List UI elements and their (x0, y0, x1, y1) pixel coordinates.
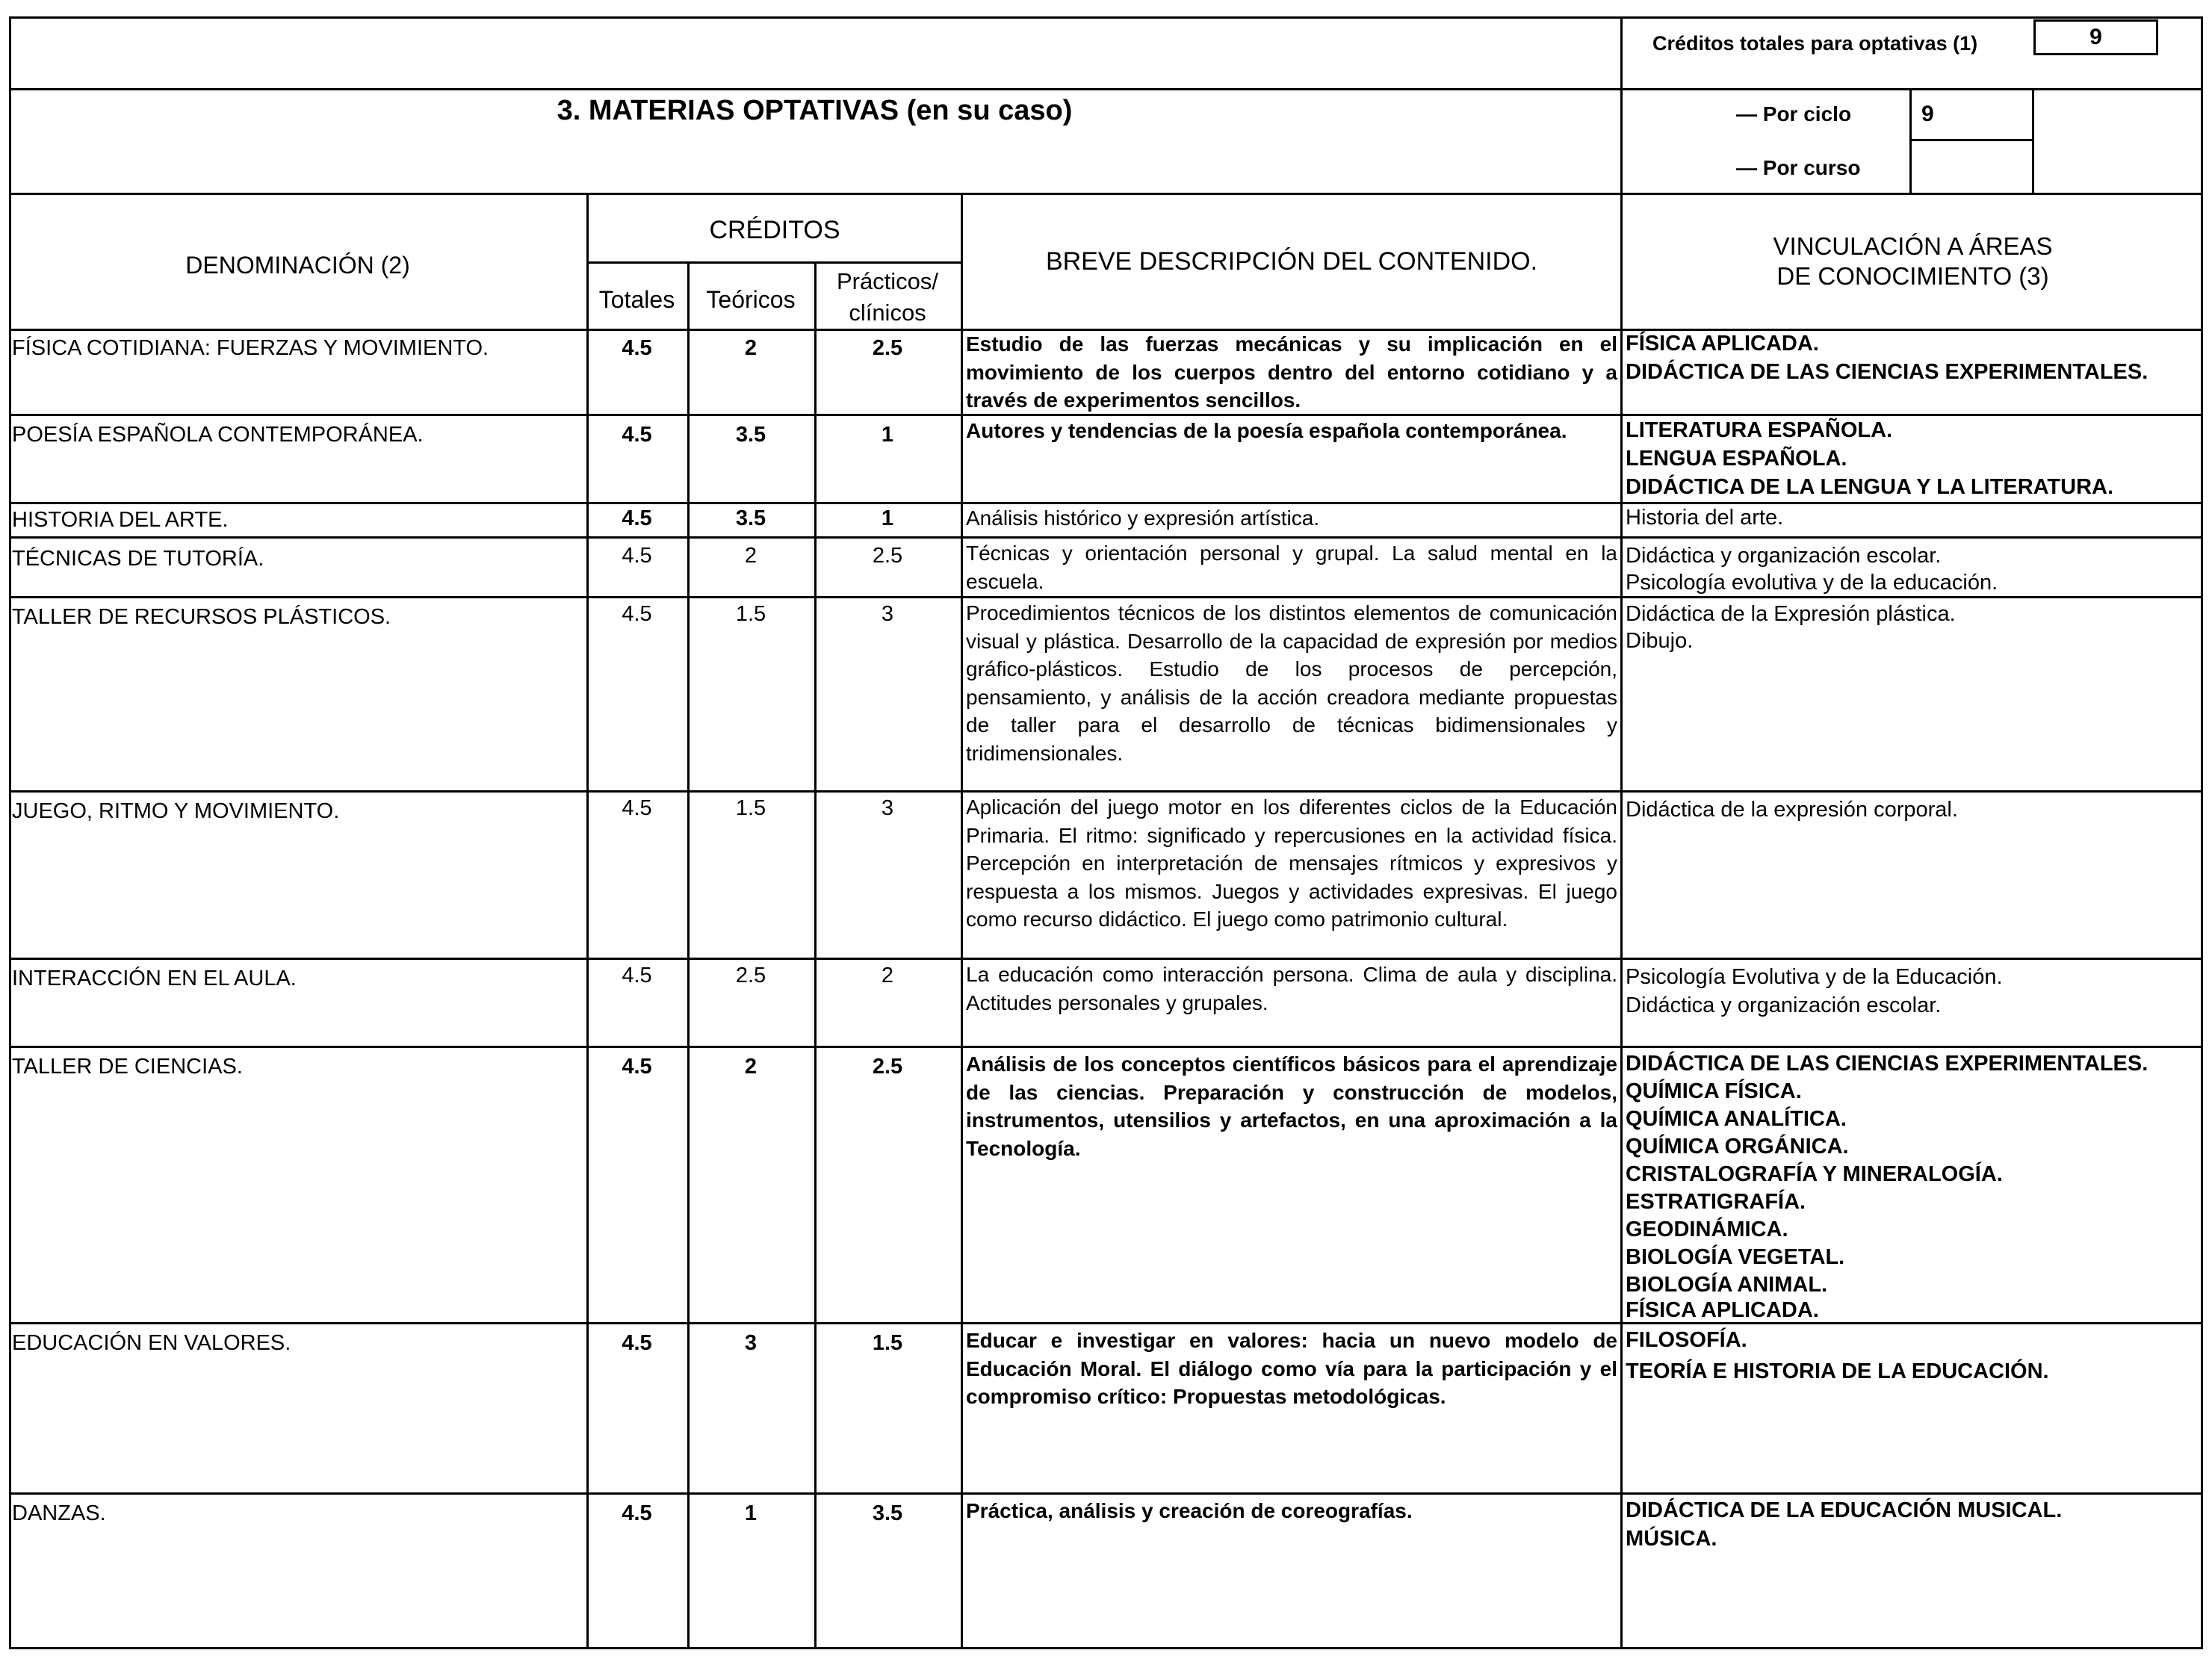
cell-description: Análisis de los conceptos científicos básicos para el aprendizaje de las ciencias. Preparación y construcción de modelos, instrumentos, utensilios y artefactos, en una aproximación a la Tecnología. (966, 1052, 1617, 1160)
cell-description: Práctica, análisis y creación de coreografías. (966, 1499, 1413, 1522)
cell-practicos: 3 (881, 602, 894, 626)
col-sep-descripcion (1620, 193, 1623, 1649)
area-item: Didáctica y organización escolar. (1626, 993, 1942, 1017)
cell-practicos: 2.5 (872, 544, 903, 568)
creditos-subheader-line (586, 261, 963, 264)
cell-description: La educación como interacción persona. Clima de aula y disciplina. Actitudes personales y grupales. (966, 963, 1617, 1014)
row-sep-7 (9, 1046, 2203, 1048)
row-name: EDUCACIÓN EN VALORES. (12, 1331, 291, 1355)
cell-teoricos: 1.5 (735, 602, 766, 626)
area-item: QUÍMICA FÍSICA. (1626, 1079, 1802, 1103)
cell-teoricos: 3.5 (735, 506, 766, 530)
cell-teoricos: 2 (744, 544, 758, 568)
area-item: QUÍMICA ORGÁNICA. (1626, 1135, 1849, 1159)
cell-teoricos: 1.5 (735, 796, 766, 820)
row-sep-8 (9, 1322, 2203, 1324)
area-item: Psicología evolutiva y de la educación. (1626, 571, 1998, 595)
creditos-totales-label: Créditos totales para optativas (1) (1652, 32, 1978, 55)
creditos-totales-value: 9 (2089, 25, 2102, 49)
header-practicos-line1: Prácticos/ (836, 268, 939, 294)
area-item: BIOLOGÍA VEGETAL. (1626, 1245, 1845, 1269)
cell-practicos: 3 (881, 796, 894, 820)
area-item: GEODINÁMICA. (1626, 1218, 1788, 1241)
area-item: MÚSICA. (1626, 1527, 1717, 1551)
cell-teoricos: 2.5 (735, 964, 766, 987)
area-item: DIDÁCTICA DE LA EDUCACIÓN MUSICAL. (1626, 1498, 2063, 1522)
cell-totales: 4.5 (622, 964, 652, 987)
header-divider-1 (9, 88, 2203, 90)
cell-totales: 4.5 (622, 796, 652, 820)
cell-practicos: 1.5 (872, 1331, 903, 1355)
row-name: POESÍA ESPAÑOLA CONTEMPORÁNEA. (12, 423, 424, 447)
area-item: FILOSOFÍA. (1626, 1328, 1747, 1352)
area-item: TEORÍA E HISTORIA DE LA EDUCACIÓN. (1626, 1359, 2049, 1383)
area-item: LENGUA ESPAÑOLA. (1626, 447, 1847, 471)
row-name: JUEGO, RITMO Y MOVIMIENTO. (12, 799, 340, 823)
cell-description: Técnicas y orientación personal y grupal. La salud mental en la escuela. (966, 542, 1617, 593)
area-item: Dibujo. (1626, 629, 1694, 653)
header-totales: Totales (598, 286, 675, 313)
area-item: Didáctica y organización escolar. (1626, 544, 1942, 568)
cell-totales: 4.5 (622, 602, 652, 626)
header-divider-2 (9, 193, 2203, 195)
page-title: 3. MATERIAS OPTATIVAS (en su caso) (557, 95, 1073, 126)
row-name: FÍSICA COTIDIANA: FUERZAS Y MOVIMIENTO. (12, 336, 489, 360)
header-creditos: CRÉDITOS (709, 216, 840, 244)
cell-totales: 4.5 (622, 1055, 652, 1079)
header-vinculacion-line2: DE CONOCIMIENTO (3) (1776, 262, 2049, 290)
row-sep-6 (9, 958, 2203, 960)
por-curso-label: — Por curso (1736, 156, 1861, 179)
cell-description: Análisis histórico y expresión artística. (966, 506, 1320, 530)
cell-practicos: 3.5 (872, 1501, 903, 1525)
area-item: BIOLOGÍA ANIMAL. (1626, 1273, 1828, 1297)
col-sep-practicos (961, 193, 963, 1649)
cell-teoricos: 3 (744, 1331, 758, 1355)
cell-description: Aplicación del juego motor en los diferentes ciclos de la Educación Primaria. El ritmo: significado y repercusiones en la actividad física. Percepción en interpretación de mensajes rítmicos y expresivos y respuesta a los mismos. Juegos y actividades expresivas. El juego como recurso didáctico. El juego como patrimonio cultural. (966, 796, 1617, 931)
row-sep-5 (9, 790, 2203, 793)
cell-totales: 4.5 (622, 1501, 652, 1525)
cell-teoricos: 2 (744, 1055, 758, 1079)
area-item: FÍSICA APLICADA. (1626, 332, 1819, 356)
cell-teoricos: 1 (744, 1501, 758, 1525)
row-name: TALLER DE CIENCIAS. (12, 1055, 243, 1079)
area-item: QUÍMICA ANALÍTICA. (1626, 1107, 1847, 1131)
area-item: CRISTALOGRAFÍA Y MINERALOGÍA. (1626, 1162, 2003, 1186)
cell-practicos: 2.5 (872, 1055, 903, 1079)
cell-teoricos: 2 (744, 336, 758, 360)
cell-practicos: 2 (881, 964, 894, 987)
row-sep-3 (9, 536, 2203, 539)
por-ciclo-value: 9 (1921, 102, 1934, 126)
header-denominacion: DENOMINACIÓN (2) (185, 252, 410, 279)
header-descripcion: BREVE DESCRIPCIÓN DEL CONTENIDO. (1045, 247, 1538, 276)
area-item: Historia del arte. (1626, 506, 1784, 530)
cell-practicos: 1 (881, 506, 894, 530)
cell-description: Procedimientos técnicos de los distintos elementos de comunicación visual y plástica. Desarrollo de la capacidad de expresión por medios gráfico-plásticos. Estudio de los procesos de percepción, pensamiento, y análisis de la acción creadora mediante propuestas de taller para el desarrollo de técnicas bidimensionales y tridimensionales. (966, 601, 1617, 765)
cell-totales: 4.5 (622, 506, 652, 530)
header-practicos-line2: clínicos (849, 300, 926, 326)
header-vinculacion-line1: VINCULACIÓN A ÁREAS (1773, 232, 2053, 260)
area-item: FÍSICA APLICADA. (1626, 1298, 1819, 1322)
row-name: HISTORIA DEL ARTE. (12, 508, 229, 532)
row-name: INTERACCIÓN EN EL AULA. (12, 967, 297, 990)
col-sep-teoricos (814, 261, 817, 1649)
row-name: TÉCNICAS DE TUTORÍA. (12, 547, 264, 571)
cell-totales: 4.5 (622, 544, 652, 568)
area-item: Didáctica de la expresión corporal. (1626, 798, 1958, 822)
area-item: Psicología Evolutiva y de la Educación. (1626, 965, 2003, 989)
cell-totales: 4.5 (622, 1331, 652, 1355)
ciclo-box-mid (1909, 139, 2034, 141)
cell-description: Estudio de las fuerzas mecánicas y su implicación en el movimiento de los cuerpos dentro del entorno cotidiano y a través de experimentos sencillos. (966, 332, 1617, 412)
area-item: DIDÁCTICA DE LAS CIENCIAS EXPERIMENTALES. (1626, 1052, 2149, 1076)
row-name: TALLER DE RECURSOS PLÁSTICOS. (12, 605, 391, 629)
area-item: ESTRATIGRAFÍA. (1626, 1190, 1806, 1214)
row-name: DANZAS. (12, 1501, 106, 1525)
por-ciclo-label: — Por ciclo (1736, 102, 1852, 125)
cell-practicos: 2.5 (872, 336, 903, 360)
area-item: Didáctica de la Expresión plástica. (1626, 602, 1956, 626)
col-sep-totales (687, 261, 690, 1649)
row-sep-9 (9, 1492, 2203, 1495)
cell-teoricos: 3.5 (735, 423, 766, 447)
area-item: DIDÁCTICA DE LA LENGUA Y LA LITERATURA. (1626, 475, 2114, 499)
cell-totales: 4.5 (622, 423, 652, 447)
area-item: LITERATURA ESPAÑOLA. (1626, 418, 1893, 442)
header-teoricos: Teóricos (706, 286, 796, 313)
header-right-separator (1620, 16, 1623, 193)
cell-description: Autores y tendencias de la poesía española contemporánea. (966, 419, 1567, 442)
col-sep-denominacion (586, 193, 589, 1649)
cell-practicos: 1 (881, 423, 894, 447)
area-item: DIDÁCTICA DE LAS CIENCIAS EXPERIMENTALES. (1626, 360, 2149, 384)
cell-description: Educar e investigar en valores: hacia un nuevo modelo de Educación Moral. El diálogo como vía para la participación y el compromiso crítico: Propuestas metodológicas. (966, 1329, 1617, 1408)
cell-totales: 4.5 (622, 336, 652, 360)
